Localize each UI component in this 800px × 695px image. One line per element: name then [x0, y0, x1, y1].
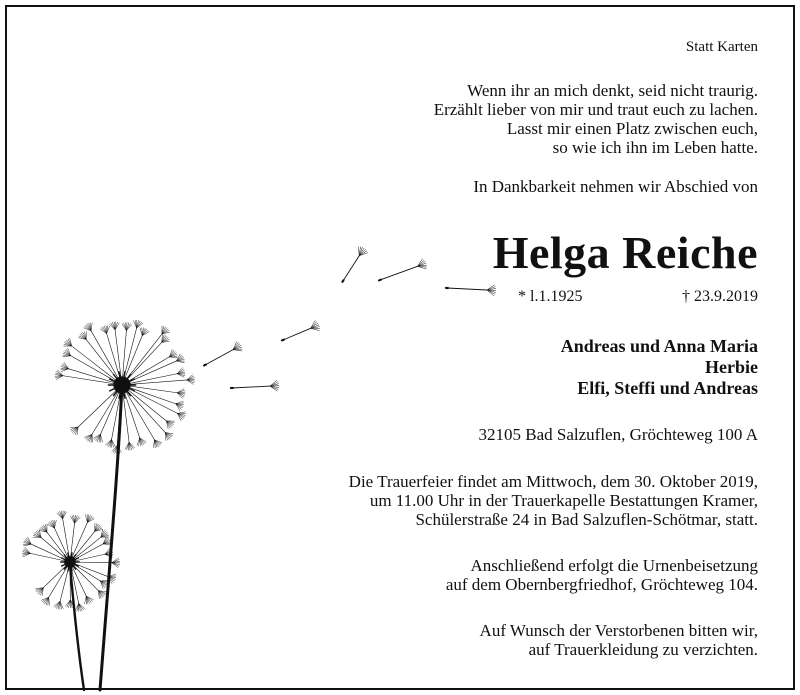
burial-line: Anschließend erfolgt die Urnenbeisetzung [470, 556, 758, 575]
death-date: † 23.9.2019 [682, 288, 758, 305]
request-line: auf Trauerkleidung zu verzichten. [528, 640, 758, 659]
poem-line: Erzählt lieber von mir und traut euch zu lachen. [433, 100, 758, 119]
birth-date: * l.1.1925 [518, 288, 583, 305]
deceased-name: Helga Reiche [492, 227, 758, 278]
poem-line: Lasst mir einen Platz zwischen euch, [506, 119, 758, 138]
family-address: 32105 Bad Salzuflen, Gröchteweg 100 A [478, 425, 758, 444]
statt-karten-note: Statt Karten [685, 39, 758, 55]
poem-line: Wenn ihr an mich denkt, seid nicht traurig. [467, 81, 758, 100]
mourner-line: Andreas und Anna Maria [560, 336, 758, 356]
service-line: Schülerstraße 24 in Bad Salzuflen-Schötmar, statt. [415, 510, 758, 529]
mourner-line: Elfi, Steffi und Andreas [577, 378, 758, 398]
farewell-intro: In Dankbarkeit nehmen wir Abschied von [473, 177, 758, 196]
service-line: um 11.00 Uhr in der Trauerkapelle Bestattungen Kramer, [369, 491, 758, 510]
service-line: Die Trauerfeier findet am Mittwoch, dem 30. Oktober 2019, [348, 472, 758, 491]
poem-line: so wie ich ihn im Leben hatte. [552, 138, 758, 157]
burial-line: auf dem Obernbergfriedhof, Gröchteweg 104. [445, 575, 758, 594]
request-line: Auf Wunsch der Verstorbenen bitten wir, [479, 621, 758, 640]
mourner-line: Herbie [705, 357, 758, 377]
